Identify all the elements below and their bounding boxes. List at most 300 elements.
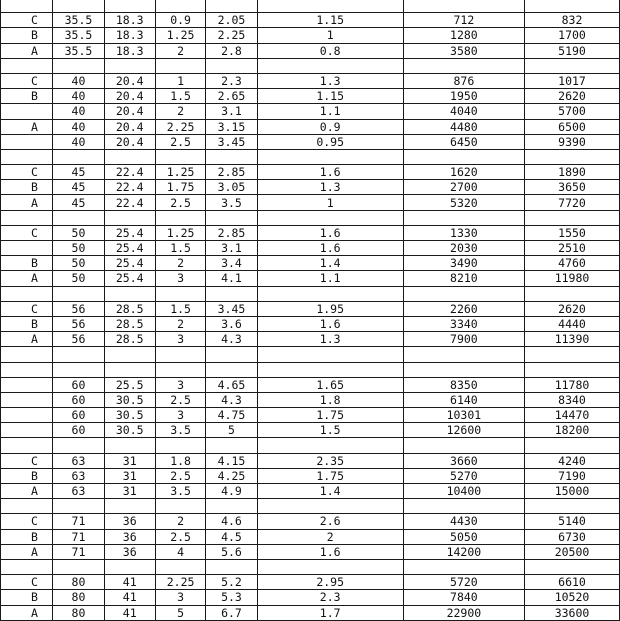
- value-a-cell: [403, 362, 524, 377]
- separator-cell: [206, 58, 257, 73]
- table-row: [1, 43, 620, 58]
- grade-cell: A: [1, 605, 53, 620]
- diameter-cell: 80: [53, 590, 104, 605]
- group-separator-row: [1, 438, 620, 453]
- thickness-cell: 1.25: [155, 165, 205, 180]
- separator-cell: [525, 499, 620, 514]
- value-b-cell: 7190: [525, 468, 620, 483]
- height-cell: 4.75: [206, 408, 257, 423]
- thickness-cell: 0.9: [155, 13, 205, 28]
- value-b-cell: 18200: [525, 423, 620, 438]
- diameter-cell: 56: [53, 301, 104, 316]
- height-cell: 4.65: [206, 377, 257, 392]
- width-cell: 28.5: [104, 316, 155, 331]
- table-row: [1, 590, 620, 605]
- width-cell: 31: [104, 484, 155, 499]
- width-cell: 20.4: [104, 73, 155, 88]
- width-cell: 25.5: [104, 377, 155, 392]
- value-a-cell: 876: [403, 73, 524, 88]
- value-a-cell: 2030: [403, 241, 524, 256]
- grade-cell: A: [1, 544, 53, 559]
- grade-cell: B: [1, 316, 53, 331]
- table-row: [1, 468, 620, 483]
- table-row: [1, 225, 620, 240]
- thickness-cell: 3: [155, 408, 205, 423]
- grade-cell: A: [1, 271, 53, 286]
- ratio-cell: 1.1: [257, 271, 403, 286]
- value-b-cell: 6500: [525, 119, 620, 134]
- separator-cell: [104, 559, 155, 574]
- separator-cell: [104, 438, 155, 453]
- thickness-cell: 1.25: [155, 225, 205, 240]
- height-cell: 6.7: [206, 605, 257, 620]
- table-row: [1, 301, 620, 316]
- thickness-cell: 1.5: [155, 301, 205, 316]
- diameter-cell: 35.5: [53, 43, 104, 58]
- separator-cell: [104, 347, 155, 362]
- width-cell: 41: [104, 590, 155, 605]
- thickness-cell: 2.5: [155, 468, 205, 483]
- diameter-cell: 35.5: [53, 13, 104, 28]
- thickness-cell: 1.25: [155, 28, 205, 43]
- thickness-cell: 2.25: [155, 119, 205, 134]
- value-b-cell: 1890: [525, 165, 620, 180]
- value-b-cell: 9390: [525, 134, 620, 149]
- value-a-cell: 6140: [403, 392, 524, 407]
- height-cell: 2.85: [206, 225, 257, 240]
- height-cell: 5.6: [206, 544, 257, 559]
- thickness-cell: 1.5: [155, 241, 205, 256]
- ratio-cell: 1.5: [257, 423, 403, 438]
- value-a-cell: 7900: [403, 332, 524, 347]
- value-a-cell: 3490: [403, 256, 524, 271]
- value-a-cell: 10400: [403, 484, 524, 499]
- height-cell: 2.3: [206, 73, 257, 88]
- diameter-cell: 60: [53, 423, 104, 438]
- table-row: [1, 28, 620, 43]
- thickness-cell: 1.5: [155, 89, 205, 104]
- separator-cell: [525, 347, 620, 362]
- separator-cell: [155, 149, 205, 164]
- table-row: [1, 423, 620, 438]
- width-cell: 20.4: [104, 89, 155, 104]
- ratio-cell: 1.15: [257, 89, 403, 104]
- grade-cell: A: [1, 332, 53, 347]
- grade-cell: [1, 392, 53, 407]
- separator-cell: [1, 286, 53, 301]
- separator-cell: [1, 438, 53, 453]
- width-cell: 18.3: [104, 43, 155, 58]
- width-cell: 28.5: [104, 301, 155, 316]
- value-a-cell: 3340: [403, 316, 524, 331]
- separator-cell: [257, 210, 403, 225]
- table-row: [1, 529, 620, 544]
- thickness-cell: 2.5: [155, 134, 205, 149]
- ratio-cell: 1.15: [257, 13, 403, 28]
- thickness-cell: 2: [155, 256, 205, 271]
- table-row: [1, 180, 620, 195]
- separator-cell: [257, 347, 403, 362]
- table-row: [1, 316, 620, 331]
- separator-cell: [257, 58, 403, 73]
- table-row: [1, 332, 620, 347]
- grade-cell: B: [1, 180, 53, 195]
- thickness-cell: 3: [155, 271, 205, 286]
- height-cell: 4.15: [206, 453, 257, 468]
- grade-cell: A: [1, 119, 53, 134]
- separator-cell: [53, 347, 104, 362]
- table-row: [1, 165, 620, 180]
- grade-cell: A: [1, 484, 53, 499]
- grade-cell: B: [1, 256, 53, 271]
- separator-cell: [104, 499, 155, 514]
- separator-cell: [525, 210, 620, 225]
- value-b-cell: 14470: [525, 408, 620, 423]
- value-a-cell: 1620: [403, 165, 524, 180]
- width-cell: 36: [104, 544, 155, 559]
- ratio-cell: 2.3: [257, 590, 403, 605]
- separator-cell: [155, 210, 205, 225]
- separator-cell: [403, 58, 524, 73]
- diameter-cell: 40: [53, 119, 104, 134]
- value-a-cell: 1280: [403, 28, 524, 43]
- diameter-cell: 63: [53, 453, 104, 468]
- grade-cell: B: [1, 28, 53, 43]
- value-b-cell: 4760: [525, 256, 620, 271]
- height-cell: [206, 362, 257, 377]
- thickness-cell: 2: [155, 104, 205, 119]
- value-a-cell: 2700: [403, 180, 524, 195]
- separator-cell: [53, 58, 104, 73]
- height-cell: 2.65: [206, 89, 257, 104]
- group-separator-row: [1, 0, 620, 13]
- separator-cell: [206, 438, 257, 453]
- width-cell: 30.5: [104, 408, 155, 423]
- ratio-cell: 1.6: [257, 165, 403, 180]
- grade-cell: A: [1, 195, 53, 210]
- separator-cell: [206, 499, 257, 514]
- separator-cell: [155, 58, 205, 73]
- height-cell: 3.5: [206, 195, 257, 210]
- diameter-cell: 56: [53, 332, 104, 347]
- ratio-cell: 0.9: [257, 119, 403, 134]
- ratio-cell: 1.7: [257, 605, 403, 620]
- diameter-cell: 71: [53, 514, 104, 529]
- thickness-cell: 2.25: [155, 575, 205, 590]
- separator-cell: [525, 58, 620, 73]
- ratio-cell: 1.3: [257, 73, 403, 88]
- table-row: [1, 195, 620, 210]
- ratio-cell: 1: [257, 195, 403, 210]
- ratio-cell: 2.35: [257, 453, 403, 468]
- value-b-cell: 6730: [525, 529, 620, 544]
- table-row: [1, 134, 620, 149]
- value-a-cell: 12600: [403, 423, 524, 438]
- height-cell: 2.8: [206, 43, 257, 58]
- separator-cell: [1, 0, 53, 13]
- separator-cell: [155, 0, 205, 13]
- ratio-cell: 0.8: [257, 43, 403, 58]
- thickness-cell: 1.75: [155, 180, 205, 195]
- diameter-cell: [53, 362, 104, 377]
- value-b-cell: 2620: [525, 89, 620, 104]
- value-a-cell: 4480: [403, 119, 524, 134]
- diameter-cell: 45: [53, 180, 104, 195]
- thickness-cell: 4: [155, 544, 205, 559]
- height-cell: 3.1: [206, 241, 257, 256]
- diameter-cell: 50: [53, 271, 104, 286]
- grade-cell: [1, 104, 53, 119]
- ratio-cell: 1.3: [257, 332, 403, 347]
- width-cell: 28.5: [104, 332, 155, 347]
- value-b-cell: 832: [525, 13, 620, 28]
- separator-cell: [104, 286, 155, 301]
- value-b-cell: 10520: [525, 590, 620, 605]
- width-cell: 20.4: [104, 104, 155, 119]
- ratio-cell: 1.6: [257, 225, 403, 240]
- height-cell: 4.1: [206, 271, 257, 286]
- separator-cell: [155, 499, 205, 514]
- separator-cell: [104, 210, 155, 225]
- table-row: [1, 377, 620, 392]
- table-row: [1, 256, 620, 271]
- value-b-cell: 11780: [525, 377, 620, 392]
- grade-cell: C: [1, 575, 53, 590]
- width-cell: [104, 362, 155, 377]
- value-a-cell: 3580: [403, 43, 524, 58]
- table-row: [1, 73, 620, 88]
- separator-cell: [206, 286, 257, 301]
- width-cell: 25.4: [104, 256, 155, 271]
- diameter-cell: 50: [53, 241, 104, 256]
- table-row: [1, 408, 620, 423]
- height-cell: 5.3: [206, 590, 257, 605]
- value-a-cell: 5270: [403, 468, 524, 483]
- separator-cell: [53, 210, 104, 225]
- separator-cell: [257, 286, 403, 301]
- height-cell: 3.05: [206, 180, 257, 195]
- value-b-cell: 1550: [525, 225, 620, 240]
- grade-cell: [1, 241, 53, 256]
- diameter-cell: 63: [53, 468, 104, 483]
- table-row: [1, 13, 620, 28]
- separator-cell: [104, 0, 155, 13]
- ratio-cell: 1.3: [257, 180, 403, 195]
- value-a-cell: 1330: [403, 225, 524, 240]
- separator-cell: [403, 149, 524, 164]
- value-a-cell: 6450: [403, 134, 524, 149]
- ratio-cell: 0.95: [257, 134, 403, 149]
- thickness-cell: 3: [155, 332, 205, 347]
- width-cell: 31: [104, 453, 155, 468]
- height-cell: 3.15: [206, 119, 257, 134]
- table-row: [1, 362, 620, 377]
- separator-cell: [206, 347, 257, 362]
- value-b-cell: 1700: [525, 28, 620, 43]
- width-cell: 18.3: [104, 13, 155, 28]
- grade-cell: A: [1, 43, 53, 58]
- thickness-cell: 2.5: [155, 529, 205, 544]
- grade-cell: C: [1, 301, 53, 316]
- diameter-cell: 80: [53, 605, 104, 620]
- group-separator-row: [1, 149, 620, 164]
- separator-cell: [525, 149, 620, 164]
- height-cell: 2.05: [206, 13, 257, 28]
- diameter-cell: 60: [53, 392, 104, 407]
- height-cell: 3.1: [206, 104, 257, 119]
- separator-cell: [525, 559, 620, 574]
- value-a-cell: 712: [403, 13, 524, 28]
- separator-cell: [104, 149, 155, 164]
- table-row: [1, 119, 620, 134]
- diameter-cell: 80: [53, 575, 104, 590]
- thickness-cell: 3: [155, 377, 205, 392]
- thickness-cell: 2: [155, 43, 205, 58]
- diameter-cell: 50: [53, 256, 104, 271]
- diameter-cell: 71: [53, 529, 104, 544]
- value-a-cell: 8350: [403, 377, 524, 392]
- separator-cell: [206, 0, 257, 13]
- diameter-cell: 40: [53, 134, 104, 149]
- table-row: [1, 544, 620, 559]
- height-cell: 4.3: [206, 392, 257, 407]
- grade-cell: C: [1, 165, 53, 180]
- table-row: [1, 271, 620, 286]
- separator-cell: [206, 210, 257, 225]
- value-b-cell: 8340: [525, 392, 620, 407]
- value-a-cell: 22900: [403, 605, 524, 620]
- value-a-cell: 8210: [403, 271, 524, 286]
- grade-cell: B: [1, 590, 53, 605]
- separator-cell: [53, 438, 104, 453]
- thickness-cell: 1: [155, 73, 205, 88]
- height-cell: 4.6: [206, 514, 257, 529]
- value-b-cell: 11980: [525, 271, 620, 286]
- height-cell: 4.25: [206, 468, 257, 483]
- separator-cell: [53, 559, 104, 574]
- height-cell: 2.25: [206, 28, 257, 43]
- width-cell: 25.4: [104, 241, 155, 256]
- separator-cell: [53, 286, 104, 301]
- grade-cell: [1, 377, 53, 392]
- width-cell: 18.3: [104, 28, 155, 43]
- height-cell: 3.4: [206, 256, 257, 271]
- separator-cell: [257, 499, 403, 514]
- value-a-cell: 5720: [403, 575, 524, 590]
- thickness-cell: 3.5: [155, 484, 205, 499]
- group-separator-row: [1, 347, 620, 362]
- table-row: [1, 514, 620, 529]
- width-cell: 41: [104, 575, 155, 590]
- separator-cell: [1, 347, 53, 362]
- separator-cell: [403, 499, 524, 514]
- grade-cell: C: [1, 13, 53, 28]
- ratio-cell: 1: [257, 28, 403, 43]
- separator-cell: [1, 559, 53, 574]
- value-b-cell: [525, 362, 620, 377]
- value-a-cell: 7840: [403, 590, 524, 605]
- diameter-cell: 40: [53, 104, 104, 119]
- thickness-cell: [155, 362, 205, 377]
- grade-cell: [1, 134, 53, 149]
- ratio-cell: 1.8: [257, 392, 403, 407]
- value-a-cell: 5050: [403, 529, 524, 544]
- value-b-cell: 11390: [525, 332, 620, 347]
- ratio-cell: 1.75: [257, 408, 403, 423]
- value-a-cell: 3660: [403, 453, 524, 468]
- table-row: [1, 392, 620, 407]
- group-separator-row: [1, 58, 620, 73]
- value-b-cell: 5140: [525, 514, 620, 529]
- thickness-cell: 2.5: [155, 195, 205, 210]
- separator-cell: [1, 210, 53, 225]
- ratio-cell: 1.75: [257, 468, 403, 483]
- width-cell: 36: [104, 529, 155, 544]
- separator-cell: [403, 210, 524, 225]
- value-b-cell: 4240: [525, 453, 620, 468]
- grade-cell: B: [1, 468, 53, 483]
- thickness-cell: 5: [155, 605, 205, 620]
- value-b-cell: 5190: [525, 43, 620, 58]
- thickness-cell: 2.5: [155, 392, 205, 407]
- ratio-cell: 1.4: [257, 256, 403, 271]
- value-b-cell: 20500: [525, 544, 620, 559]
- diameter-cell: 50: [53, 225, 104, 240]
- width-cell: 20.4: [104, 119, 155, 134]
- ratio-cell: 1.6: [257, 241, 403, 256]
- height-cell: 2.85: [206, 165, 257, 180]
- height-cell: 3.45: [206, 301, 257, 316]
- value-b-cell: 2620: [525, 301, 620, 316]
- thickness-cell: 3: [155, 590, 205, 605]
- separator-cell: [155, 438, 205, 453]
- separator-cell: [53, 0, 104, 13]
- value-a-cell: 4430: [403, 514, 524, 529]
- width-cell: 41: [104, 605, 155, 620]
- thickness-cell: 2: [155, 316, 205, 331]
- value-a-cell: 2260: [403, 301, 524, 316]
- width-cell: 31: [104, 468, 155, 483]
- value-b-cell: 33600: [525, 605, 620, 620]
- separator-cell: [403, 0, 524, 13]
- separator-cell: [525, 286, 620, 301]
- ratio-cell: 2.95: [257, 575, 403, 590]
- separator-cell: [257, 559, 403, 574]
- diameter-cell: 71: [53, 544, 104, 559]
- height-cell: 4.5: [206, 529, 257, 544]
- table-row: [1, 241, 620, 256]
- separator-cell: [403, 347, 524, 362]
- ratio-cell: 1.1: [257, 104, 403, 119]
- separator-cell: [403, 438, 524, 453]
- width-cell: 22.4: [104, 195, 155, 210]
- separator-cell: [155, 286, 205, 301]
- value-b-cell: 15000: [525, 484, 620, 499]
- ratio-cell: 1.95: [257, 301, 403, 316]
- separator-cell: [257, 0, 403, 13]
- value-b-cell: 5700: [525, 104, 620, 119]
- value-b-cell: 6610: [525, 575, 620, 590]
- height-cell: 3.45: [206, 134, 257, 149]
- ratio-cell: 2.6: [257, 514, 403, 529]
- value-a-cell: 14200: [403, 544, 524, 559]
- width-cell: 30.5: [104, 423, 155, 438]
- table-row: [1, 575, 620, 590]
- height-cell: 5.2: [206, 575, 257, 590]
- value-a-cell: 1950: [403, 89, 524, 104]
- separator-cell: [53, 499, 104, 514]
- separator-cell: [1, 149, 53, 164]
